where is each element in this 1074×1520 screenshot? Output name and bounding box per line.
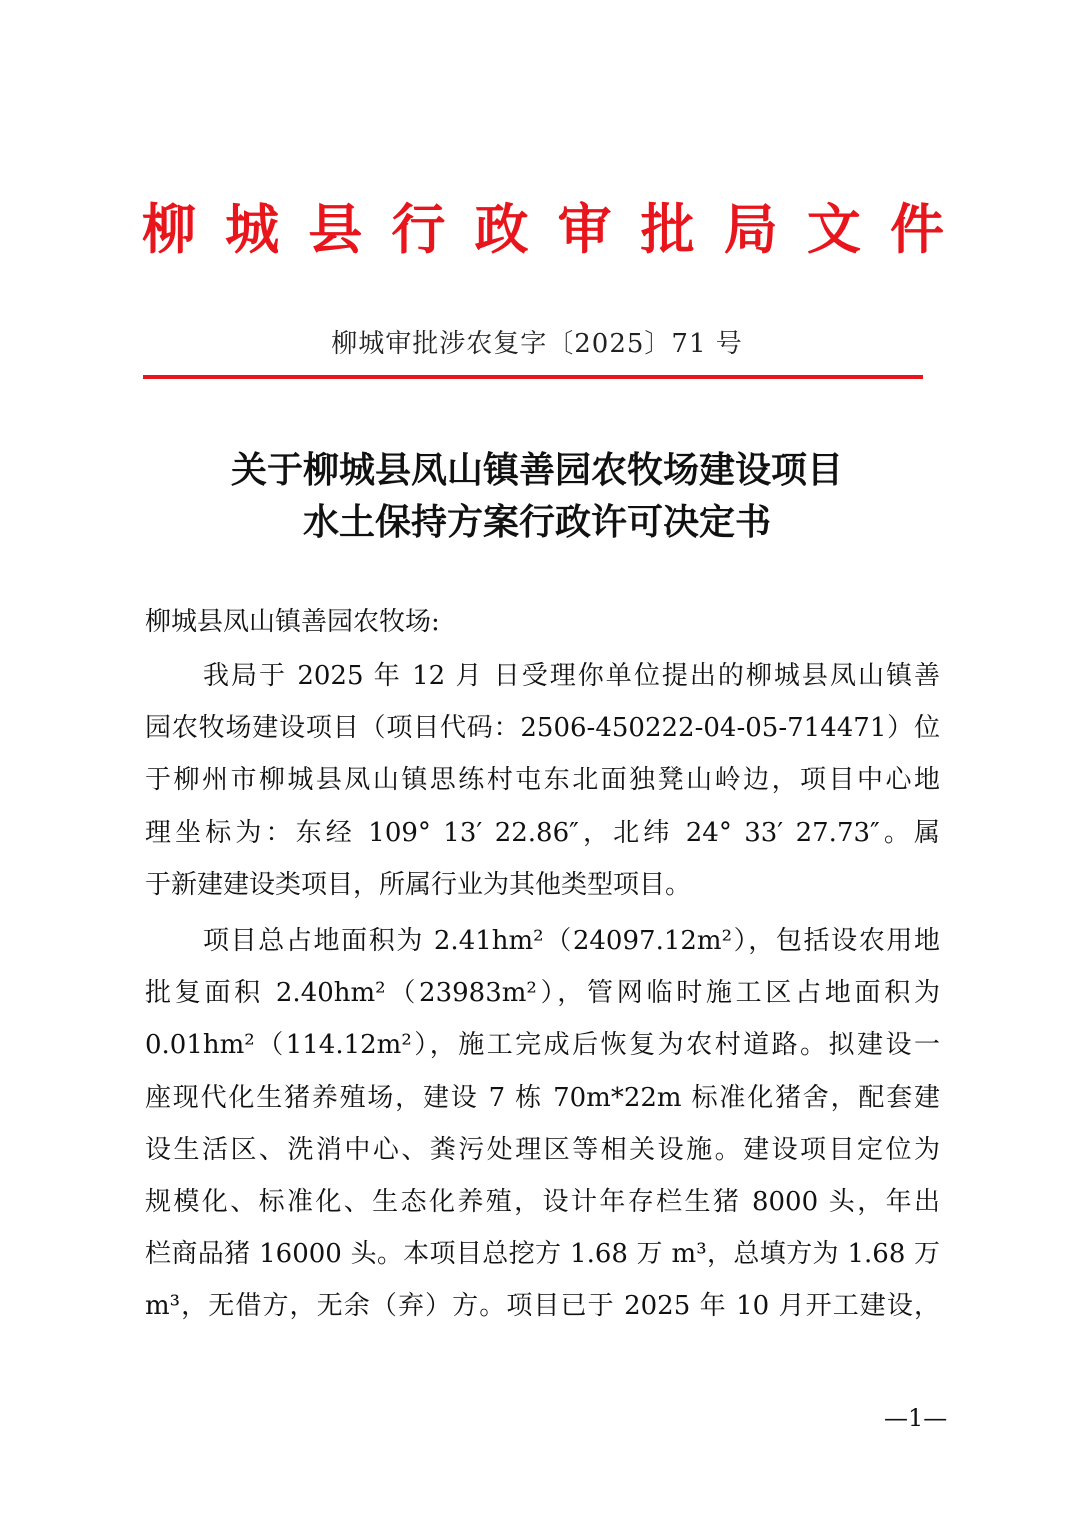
header-char: 件 (889, 197, 944, 261)
paragraph-line: m³，无借方，无余（弃）方。项目已于 2025 年 10 月开工建设， (145, 1291, 940, 1322)
header-char: 县 (308, 197, 363, 261)
paragraph-line: 0.01hm²（114.12m²），施工完成后恢复为农村道路。拟建设一 (145, 1030, 940, 1061)
title-line: 关于柳城县凤山镇善园农牧场建设项目 (230, 449, 843, 491)
header-char: 批 (640, 197, 695, 261)
page-number: —1— (884, 1404, 948, 1432)
header-char: 文 (806, 197, 861, 261)
paragraph (145, 915, 940, 1333)
document-number: 柳城审批涉农复字〔2025〕71 号 (331, 329, 743, 359)
paragraph-line: 园农牧场建设项目（项目代码：2506-450222-04-05-714471）位 (145, 713, 940, 744)
addressee: 柳城县凤山镇善园农牧场: (145, 607, 440, 637)
paragraph-line: 规模化、标准化、生态化养殖，设计年存栏生猪 8000 头，年出 (145, 1186, 940, 1217)
paragraph-line: 项目总占地面积为 2.41hm²（24097.12m²），包括设农用地 (203, 925, 940, 956)
header-char: 局 (723, 197, 778, 261)
header-char: 城 (225, 197, 280, 261)
red-separator-rule (143, 375, 923, 379)
issuing-authority-header (142, 196, 944, 262)
document-title (0, 444, 1074, 548)
paragraph-line: 设生活区、洗消中心、粪污处理区等相关设施。建设项目定位为 (145, 1134, 940, 1165)
paragraph-line: 于柳州市柳城县凤山镇思练村屯东北面独凳山岭边，项目中心地 (145, 765, 940, 796)
paragraph-line: 栏商品猪 16000 头。本项目总挖方 1.68 万 m³，总填方为 1.68 万 (145, 1239, 940, 1270)
paragraph-line: 批复面积 2.40hm²（23983m²），管网临时施工区占地面积为 (145, 978, 940, 1009)
paragraph (145, 650, 940, 911)
paragraph-line: 座现代化生猪养殖场，建设 7 栋 70m*22m 标准化猪舍，配套建 (145, 1082, 940, 1113)
document-body (145, 650, 940, 1332)
header-char: 政 (474, 197, 529, 261)
title-line: 水土保持方案行政许可决定书 (302, 501, 771, 543)
paragraph-line: 于新建建设类项目，所属行业为其他类型项目。 (145, 869, 692, 900)
header-char: 审 (557, 197, 612, 261)
header-char: 柳 (142, 197, 196, 261)
paragraph-line: 我局于 2025 年 12 月 日受理你单位提出的柳城县凤山镇善 (203, 661, 940, 691)
paragraph-line: 理坐标为：东经 109° 13′ 22.86″，北纬 24° 33′ 27.73″。属 (145, 817, 940, 848)
header-char: 行 (391, 197, 446, 261)
